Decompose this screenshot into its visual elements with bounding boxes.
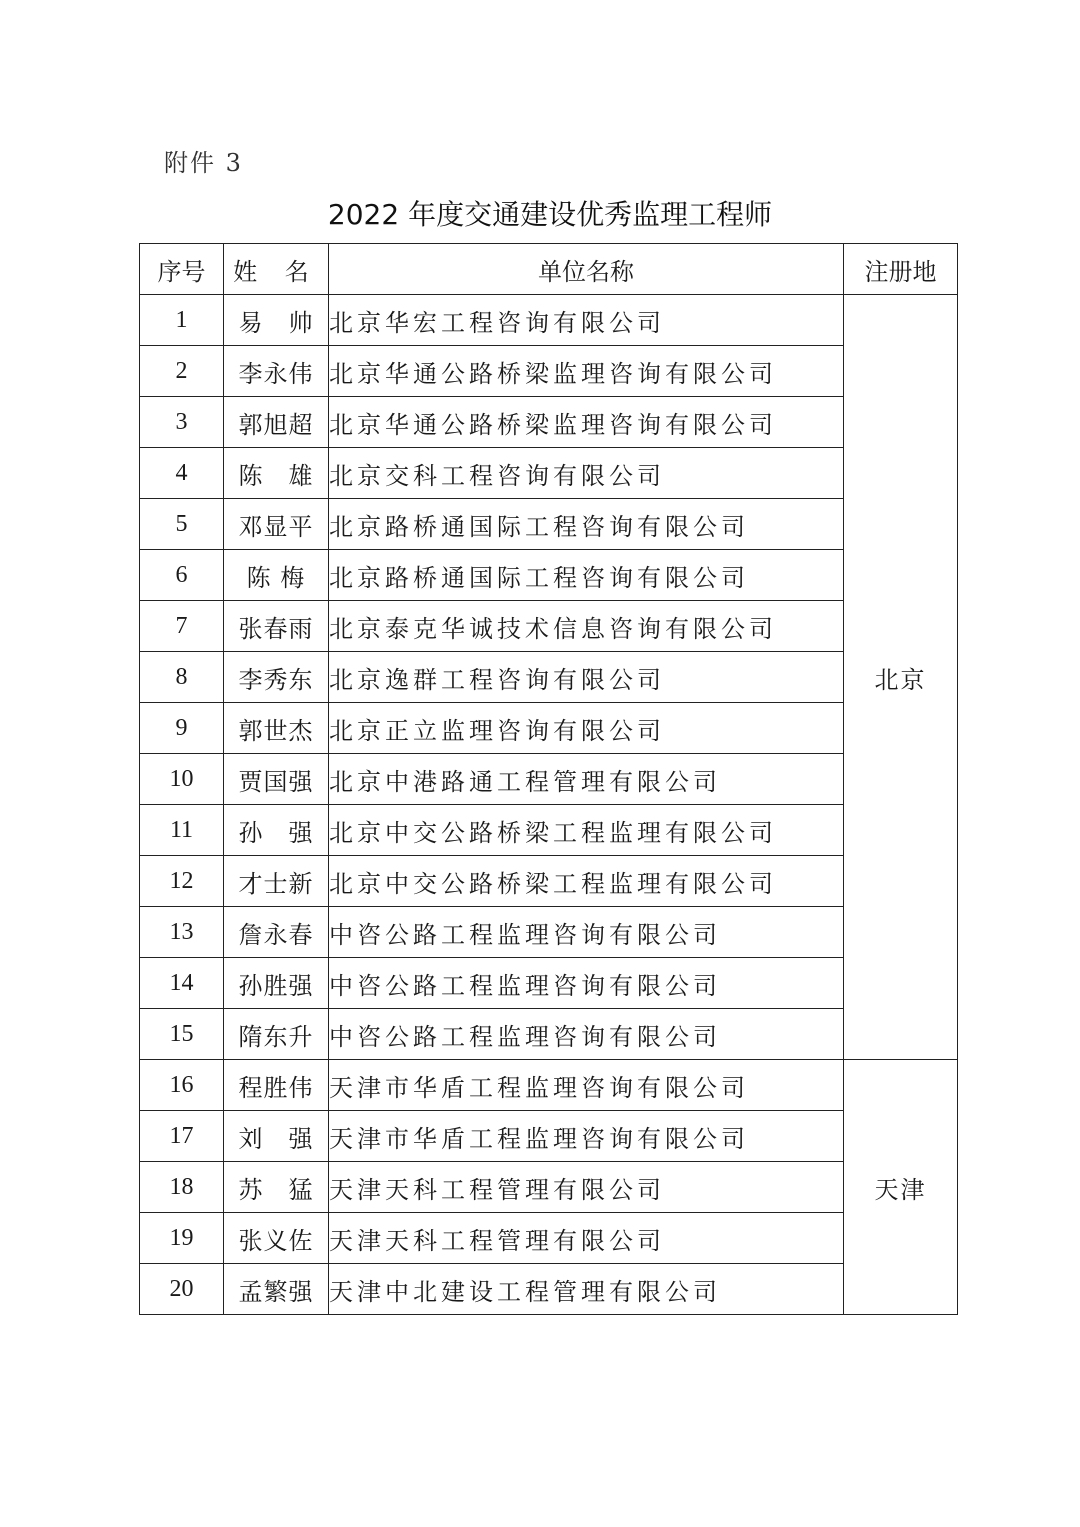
row-number: 18 — [140, 1162, 224, 1213]
table-row — [140, 703, 958, 754]
table-row — [140, 550, 958, 601]
engineer-name: 邓显平 — [224, 499, 329, 550]
company-name: 北京华通公路桥梁监理咨询有限公司 — [329, 346, 844, 397]
table-row — [140, 1213, 958, 1264]
registration-region: 北京 — [844, 295, 958, 1060]
table-row — [140, 448, 958, 499]
table-body — [140, 295, 958, 1315]
table-row — [140, 907, 958, 958]
company-name: 中咨公路工程监理咨询有限公司 — [329, 958, 844, 1009]
table-header-row — [140, 244, 958, 295]
company-name: 中咨公路工程监理咨询有限公司 — [329, 1009, 844, 1060]
company-name: 北京交科工程咨询有限公司 — [329, 448, 844, 499]
registration-region: 天津 — [844, 1060, 958, 1315]
company-name: 北京中港路通工程管理有限公司 — [329, 754, 844, 805]
engineer-name: 贾国强 — [224, 754, 329, 805]
header-unit: 单位名称 — [329, 244, 844, 295]
table-row — [140, 499, 958, 550]
document-title: 2022 年度交通建设优秀监理工程师 — [327, 198, 773, 231]
company-name: 天津天科工程管理有限公司 — [329, 1162, 844, 1213]
table-row — [140, 805, 958, 856]
table-row — [140, 397, 958, 448]
row-number: 1 — [140, 295, 224, 346]
row-number: 20 — [140, 1264, 224, 1315]
engineer-name: 孙胜强 — [224, 958, 329, 1009]
company-name: 天津市华盾工程监理咨询有限公司 — [329, 1111, 844, 1162]
engineer-name: 陈 雄 — [224, 448, 329, 499]
company-name: 北京正立监理咨询有限公司 — [329, 703, 844, 754]
company-name: 北京路桥通国际工程咨询有限公司 — [329, 550, 844, 601]
row-number: 8 — [140, 652, 224, 703]
header-name — [224, 244, 329, 295]
engineer-name: 郭旭超 — [224, 397, 329, 448]
engineer-name: 隋东升 — [224, 1009, 329, 1060]
company-name: 北京路桥通国际工程咨询有限公司 — [329, 499, 844, 550]
row-number: 9 — [140, 703, 224, 754]
engineer-name: 孙 强 — [224, 805, 329, 856]
table-row — [140, 601, 958, 652]
company-name: 天津市华盾工程监理咨询有限公司 — [329, 1060, 844, 1111]
table-row — [140, 856, 958, 907]
row-number: 10 — [140, 754, 224, 805]
engineer-name: 才士新 — [224, 856, 329, 907]
row-number: 19 — [140, 1213, 224, 1264]
engineer-name: 张义佐 — [224, 1213, 329, 1264]
engineer-name: 刘 强 — [224, 1111, 329, 1162]
table-row — [140, 1060, 958, 1111]
table-row — [140, 1111, 958, 1162]
engineer-name: 李永伟 — [224, 346, 329, 397]
row-number: 16 — [140, 1060, 224, 1111]
engineer-name: 程胜伟 — [224, 1060, 329, 1111]
company-name: 北京中交公路桥梁工程监理有限公司 — [329, 805, 844, 856]
company-name: 中咨公路工程监理咨询有限公司 — [329, 907, 844, 958]
row-number: 14 — [140, 958, 224, 1009]
row-number: 12 — [140, 856, 224, 907]
company-name: 北京中交公路桥梁工程监理有限公司 — [329, 856, 844, 907]
table-row — [140, 1162, 958, 1213]
engineer-name: 李秀东 — [224, 652, 329, 703]
engineer-name: 张春雨 — [224, 601, 329, 652]
row-number: 3 — [140, 397, 224, 448]
table-row — [140, 1009, 958, 1060]
engineer-name: 詹永春 — [224, 907, 329, 958]
row-number: 7 — [140, 601, 224, 652]
row-number: 11 — [140, 805, 224, 856]
engineer-name: 易 帅 — [224, 295, 329, 346]
company-name: 北京泰克华诚技术信息咨询有限公司 — [329, 601, 844, 652]
row-number: 17 — [140, 1111, 224, 1162]
company-name: 北京华宏工程咨询有限公司 — [329, 295, 844, 346]
engineer-name: 孟繁强 — [224, 1264, 329, 1315]
attachment-label: 附件 3 — [164, 149, 243, 177]
company-name: 天津天科工程管理有限公司 — [329, 1213, 844, 1264]
engineer-table — [139, 243, 958, 1315]
table-row — [140, 346, 958, 397]
row-number: 5 — [140, 499, 224, 550]
table-row — [140, 1264, 958, 1315]
engineer-name: 陈 梅 — [224, 550, 329, 601]
company-name: 天津中北建设工程管理有限公司 — [329, 1264, 844, 1315]
row-number: 6 — [140, 550, 224, 601]
engineer-name: 苏 猛 — [224, 1162, 329, 1213]
company-name: 北京逸群工程咨询有限公司 — [329, 652, 844, 703]
header-no: 序号 — [140, 244, 224, 295]
header-name-label: 姓 名 — [233, 257, 319, 286]
table-row — [140, 754, 958, 805]
table-row — [140, 295, 958, 346]
header-region: 注册地 — [844, 244, 958, 295]
engineer-name: 郭世杰 — [224, 703, 329, 754]
row-number: 13 — [140, 907, 224, 958]
table-row — [140, 958, 958, 1009]
row-number: 15 — [140, 1009, 224, 1060]
row-number: 2 — [140, 346, 224, 397]
row-number: 4 — [140, 448, 224, 499]
company-name: 北京华通公路桥梁监理咨询有限公司 — [329, 397, 844, 448]
table-row — [140, 652, 958, 703]
